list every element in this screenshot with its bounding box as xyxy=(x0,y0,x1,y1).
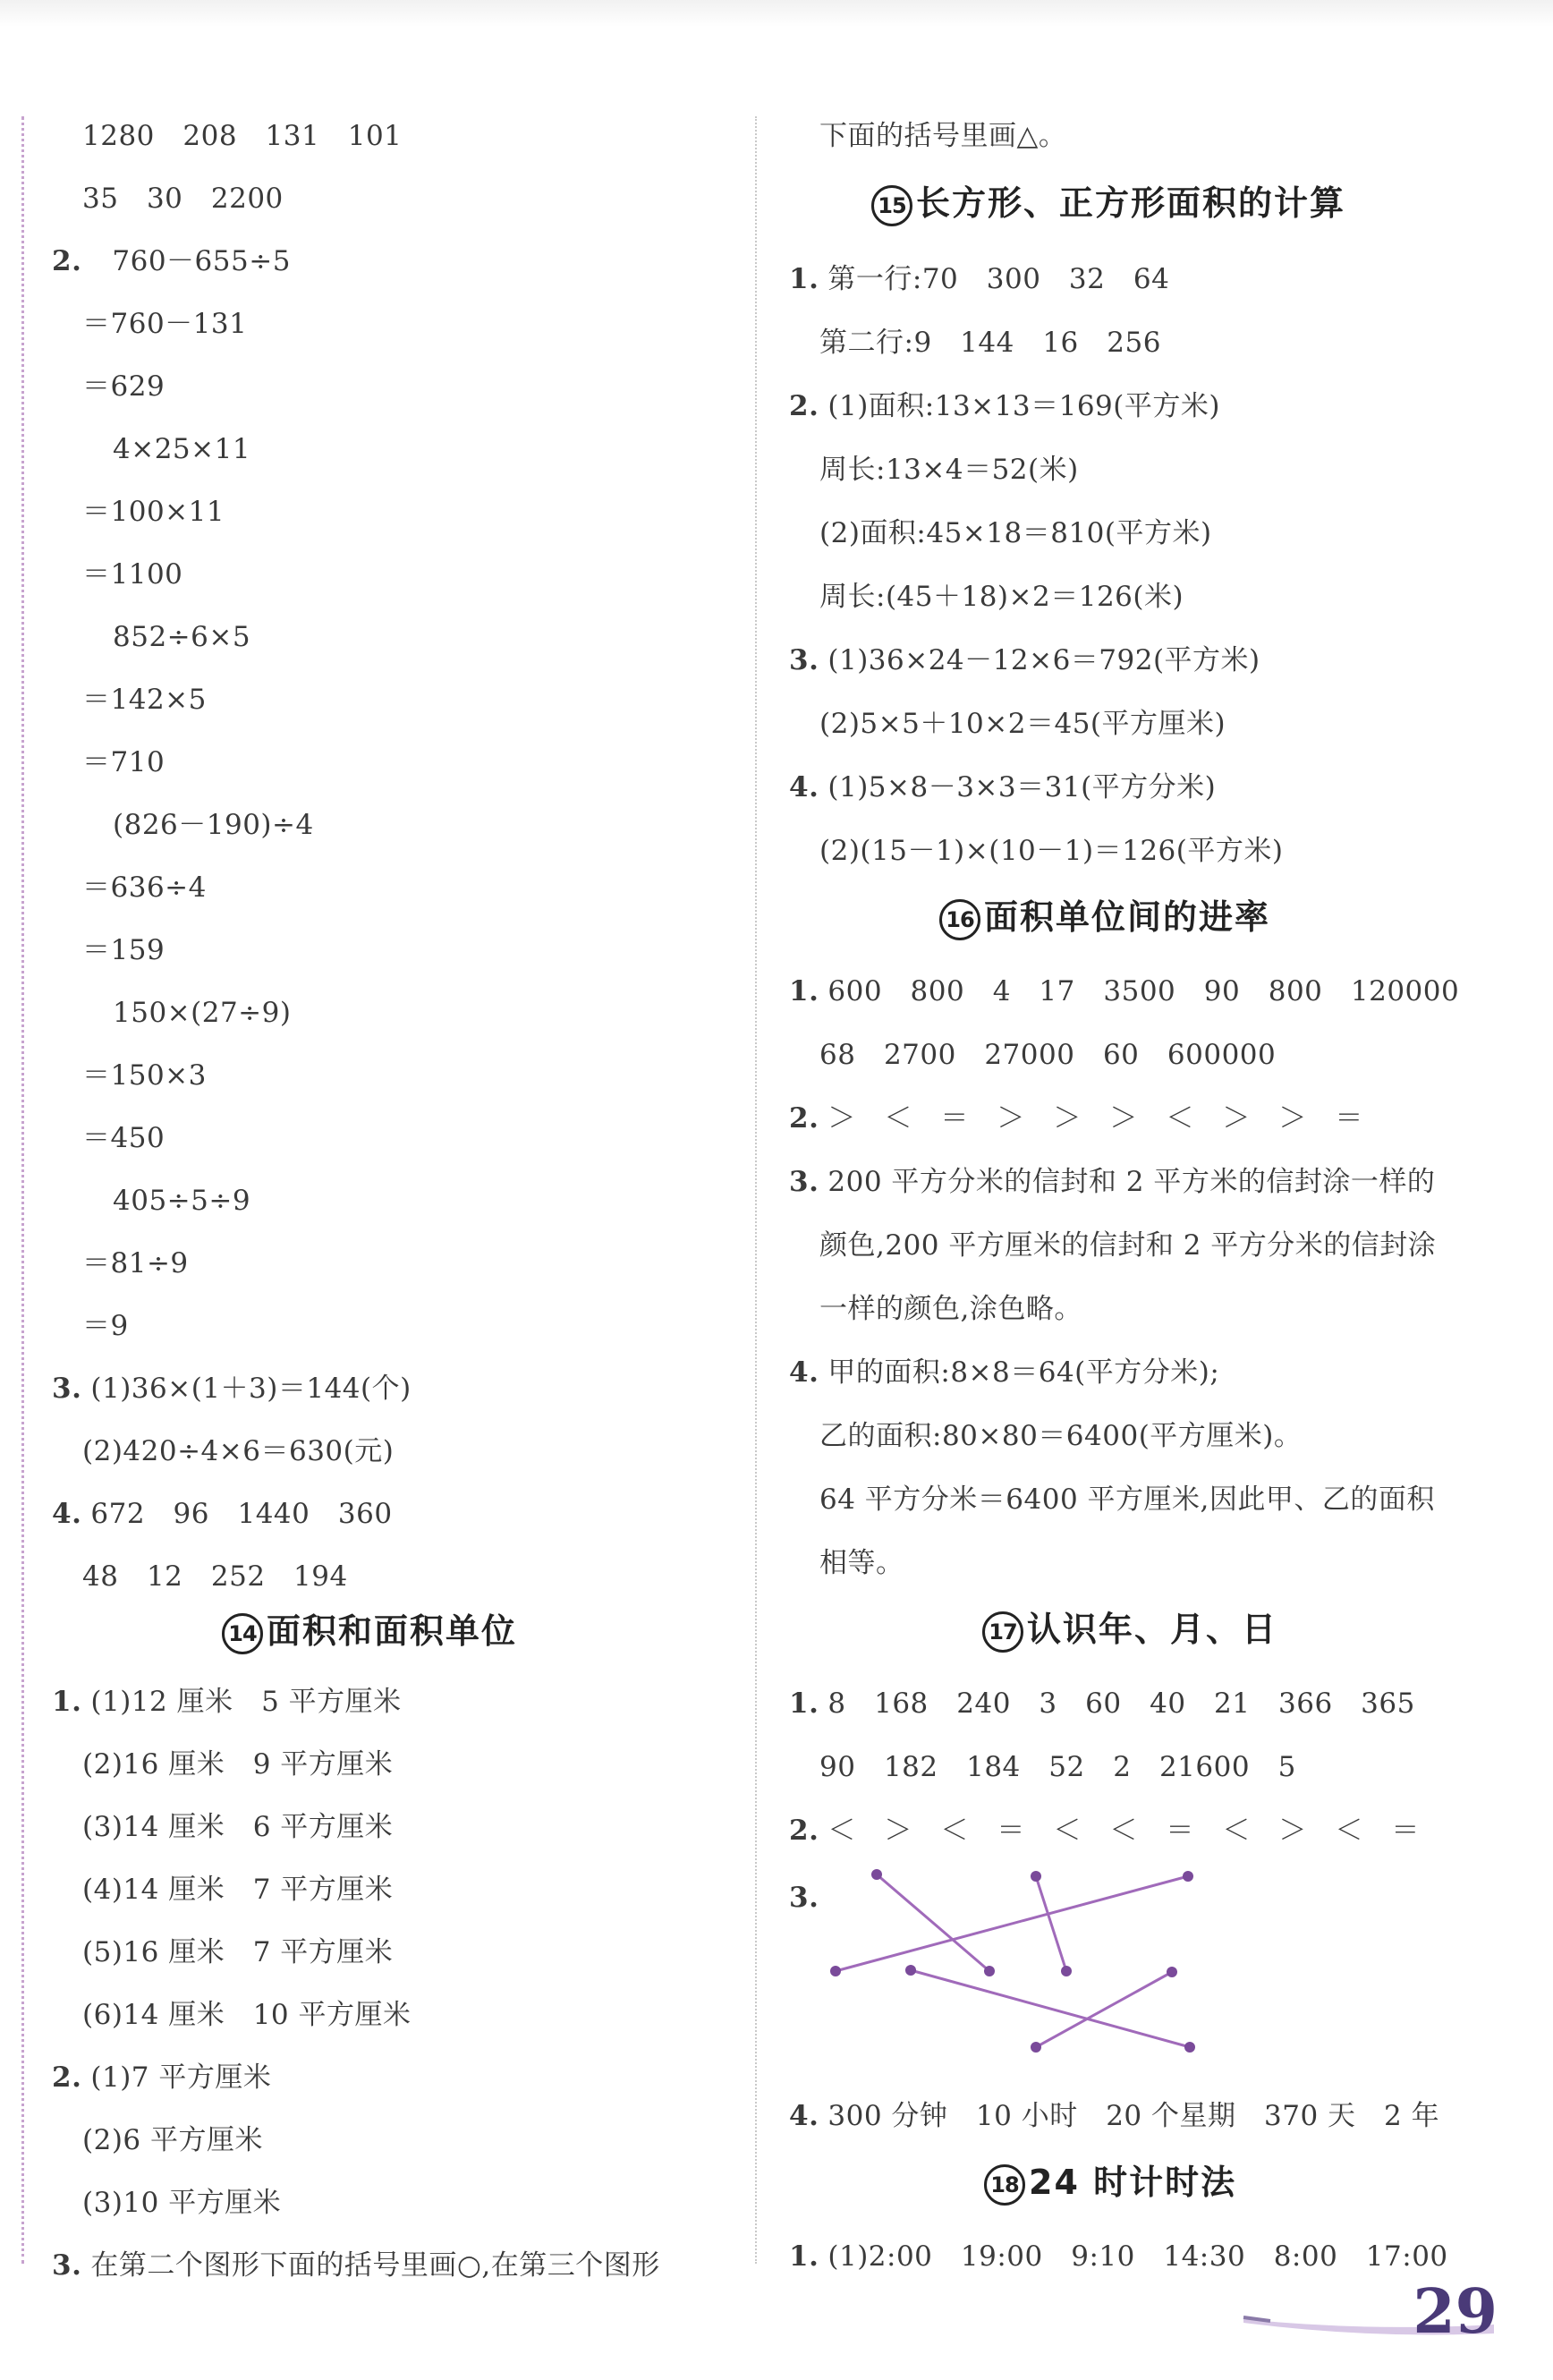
section-heading-18: 18 24 时计时法 xyxy=(984,2155,1236,2206)
question-1: 1. 第一行:70 300 32 64 xyxy=(789,263,1170,295)
match-line xyxy=(1036,1876,1066,1971)
question-number: 2. xyxy=(789,1102,819,1135)
section-heading-14: 14 面积和面积单位 xyxy=(222,1603,517,1654)
answer-line: 90 182 184 52 2 21600 5 xyxy=(819,1751,1296,1783)
section-heading-17: 17 认识年、月、日 xyxy=(982,1602,1277,1653)
answer-line: 852÷6×5 xyxy=(113,621,251,653)
answer-line: 48 12 252 194 xyxy=(82,1560,348,1593)
question-number: 3. xyxy=(789,1882,819,1914)
answer-line: ＝9 xyxy=(82,1310,129,1342)
question-number: 3. xyxy=(789,644,819,676)
question-number: 4. xyxy=(789,1356,819,1389)
answer-line: (4)14 厘米 7 平方厘米 xyxy=(82,1874,394,1906)
question-number: 4. xyxy=(789,2100,819,2132)
answer-line: (2)5×5＋10×2＝45(平方厘米) xyxy=(819,708,1226,740)
section-heading-15: 15 长方形、正方形面积的计算 xyxy=(871,175,1345,226)
answer-line: (3)14 厘米 6 平方厘米 xyxy=(82,1811,394,1843)
section-number-badge: 17 xyxy=(982,1611,1023,1653)
question-4: 4. 672 96 1440 360 xyxy=(52,1498,393,1530)
match-dot xyxy=(1031,2042,1041,2053)
question-number: 1. xyxy=(789,975,819,1007)
answer-line: (2)6 平方厘米 xyxy=(82,2124,263,2156)
matching-lines-diagram xyxy=(760,0,1548,2380)
question-2: 2. ＜ ＞ ＜ ＝ ＜ ＜ ＝ ＜ ＞ ＜ ＝ xyxy=(789,1815,1420,1847)
question-number: 1. xyxy=(789,2240,819,2273)
question-number: 2. xyxy=(52,2061,82,2094)
answer-line: ＝636÷4 xyxy=(82,871,207,904)
question-number: 3. xyxy=(52,2249,82,2282)
match-dot xyxy=(830,1966,841,1976)
question-number: 3. xyxy=(52,1373,82,1405)
match-dot xyxy=(1183,1871,1193,1882)
match-dot xyxy=(905,1965,916,1976)
question-3: 3. (1)36×(1＋3)＝144(个) xyxy=(52,1373,412,1405)
question-1: 1. (1)2:00 19:00 9:10 14:30 8:00 17:00 xyxy=(789,2240,1448,2273)
question-number: 3. xyxy=(789,1166,819,1198)
match-dot xyxy=(871,1869,882,1880)
answer-line: 1280 208 131 101 xyxy=(82,120,403,152)
answer-line: 一样的颜色,涂色略。 xyxy=(819,1293,1082,1325)
answer-line: (826－190)÷4 xyxy=(113,809,314,841)
question-number: 4. xyxy=(789,771,819,803)
answer-line: ＝1100 xyxy=(82,558,183,591)
answer-line: ＝159 xyxy=(82,934,165,966)
answer-line: 周长:13×4＝52(米) xyxy=(819,454,1079,486)
answer-line: ＝142×5 xyxy=(82,684,207,716)
match-line xyxy=(911,1970,1190,2047)
question-1: 1. 600 800 4 17 3500 90 800 120000 xyxy=(789,975,1460,1007)
answer-line: ＝150×3 xyxy=(82,1059,207,1092)
continued-line: 下面的括号里画△。 xyxy=(819,120,1067,152)
answer-line: ＝710 xyxy=(82,746,165,778)
section-number-badge: 15 xyxy=(871,185,912,226)
question-number: 2. xyxy=(789,1815,819,1847)
answer-line: (2)面积:45×18＝810(平方米) xyxy=(819,517,1212,549)
question-number: 1. xyxy=(789,263,819,295)
question-4: 4. 甲的面积:8×8＝64(平方分米); xyxy=(789,1356,1220,1389)
answer-line: ＝450 xyxy=(82,1122,165,1154)
question-4: 4. (1)5×8－3×3＝31(平方分米) xyxy=(789,771,1217,803)
answer-line: 35 30 2200 xyxy=(82,183,284,215)
answer-line: ＝81÷9 xyxy=(82,1247,189,1279)
question-2: 2. 760－655÷5 xyxy=(52,245,291,277)
answer-line: (2)(15－1)×(10－1)＝126(平方米) xyxy=(819,835,1284,867)
question-number: 1. xyxy=(52,1686,82,1718)
question-1: 1. 8 168 240 3 60 40 21 366 365 xyxy=(789,1687,1415,1720)
match-dot xyxy=(1061,1966,1072,1976)
section-heading-16: 16 面积单位间的进率 xyxy=(939,889,1270,940)
section-number-badge: 16 xyxy=(939,899,980,940)
match-dot xyxy=(1167,1967,1177,1977)
question-3: 3. (1)36×24－12×6＝792(平方米) xyxy=(789,644,1260,676)
question-number: 4. xyxy=(52,1498,82,1530)
answer-line: 乙的面积:80×80＝6400(平方厘米)。 xyxy=(819,1420,1303,1452)
question-2: 2. (1)面积:13×13＝169(平方米) xyxy=(789,390,1220,422)
question-number: 2. xyxy=(52,245,82,277)
column-divider xyxy=(755,116,757,2264)
match-line xyxy=(836,1876,1188,1971)
left-margin-line xyxy=(21,116,24,2264)
answer-line: 68 2700 27000 60 600000 xyxy=(819,1039,1277,1071)
question-3: 3. 200 平方分米的信封和 2 平方米的信封涂一样的 xyxy=(789,1166,1436,1198)
answer-line: 150×(27÷9) xyxy=(113,997,292,1029)
answer-line: 相等。 xyxy=(819,1547,904,1579)
answer-line: 405÷5÷9 xyxy=(113,1185,251,1217)
question-4: 4. 300 分钟 10 小时 20 个星期 370 天 2 年 xyxy=(789,2100,1440,2132)
match-dot xyxy=(1031,1871,1041,1882)
match-dot xyxy=(984,1966,995,1976)
question-2: 2. (1)7 平方厘米 xyxy=(52,2061,272,2094)
question-number: 1. xyxy=(789,1687,819,1720)
question-2: 2. ＞ ＜ ＝ ＞ ＞ ＞ ＜ ＞ ＞ ＝ xyxy=(789,1102,1363,1135)
section-number-badge: 18 xyxy=(984,2164,1025,2206)
question-number: 2. xyxy=(789,390,819,422)
answer-line: (2)16 厘米 9 平方厘米 xyxy=(82,1748,394,1781)
section-number-badge: 14 xyxy=(222,1613,263,1654)
question-1: 1. (1)12 厘米 5 平方厘米 xyxy=(52,1686,402,1718)
answer-line: ＝629 xyxy=(82,370,165,403)
match-dot xyxy=(1184,2042,1195,2053)
answer-line: 4×25×11 xyxy=(113,433,251,465)
answer-line: ＝100×11 xyxy=(82,496,225,528)
answer-line: 颜色,200 平方厘米的信封和 2 平方分米的信封涂 xyxy=(819,1229,1437,1262)
answer-line: 周长:(45＋18)×2＝126(米) xyxy=(819,581,1184,613)
answer-line: (3)10 平方厘米 xyxy=(82,2187,282,2219)
answer-line: ＝760－131 xyxy=(82,308,248,340)
answer-line: 第二行:9 144 16 256 xyxy=(819,327,1161,359)
answer-line: (5)16 厘米 7 平方厘米 xyxy=(82,1936,394,1968)
answer-line: (2)420÷4×6＝630(元) xyxy=(82,1435,395,1467)
page-number: 29 xyxy=(1413,2276,1498,2348)
question-3: 3. 在第二个图形下面的括号里画○,在第三个图形 xyxy=(52,2249,660,2282)
answer-line: 64 平方分米＝6400 平方厘米,因此甲、乙的面积 xyxy=(819,1483,1435,1516)
answer-line: (6)14 厘米 10 平方厘米 xyxy=(82,1999,412,2031)
